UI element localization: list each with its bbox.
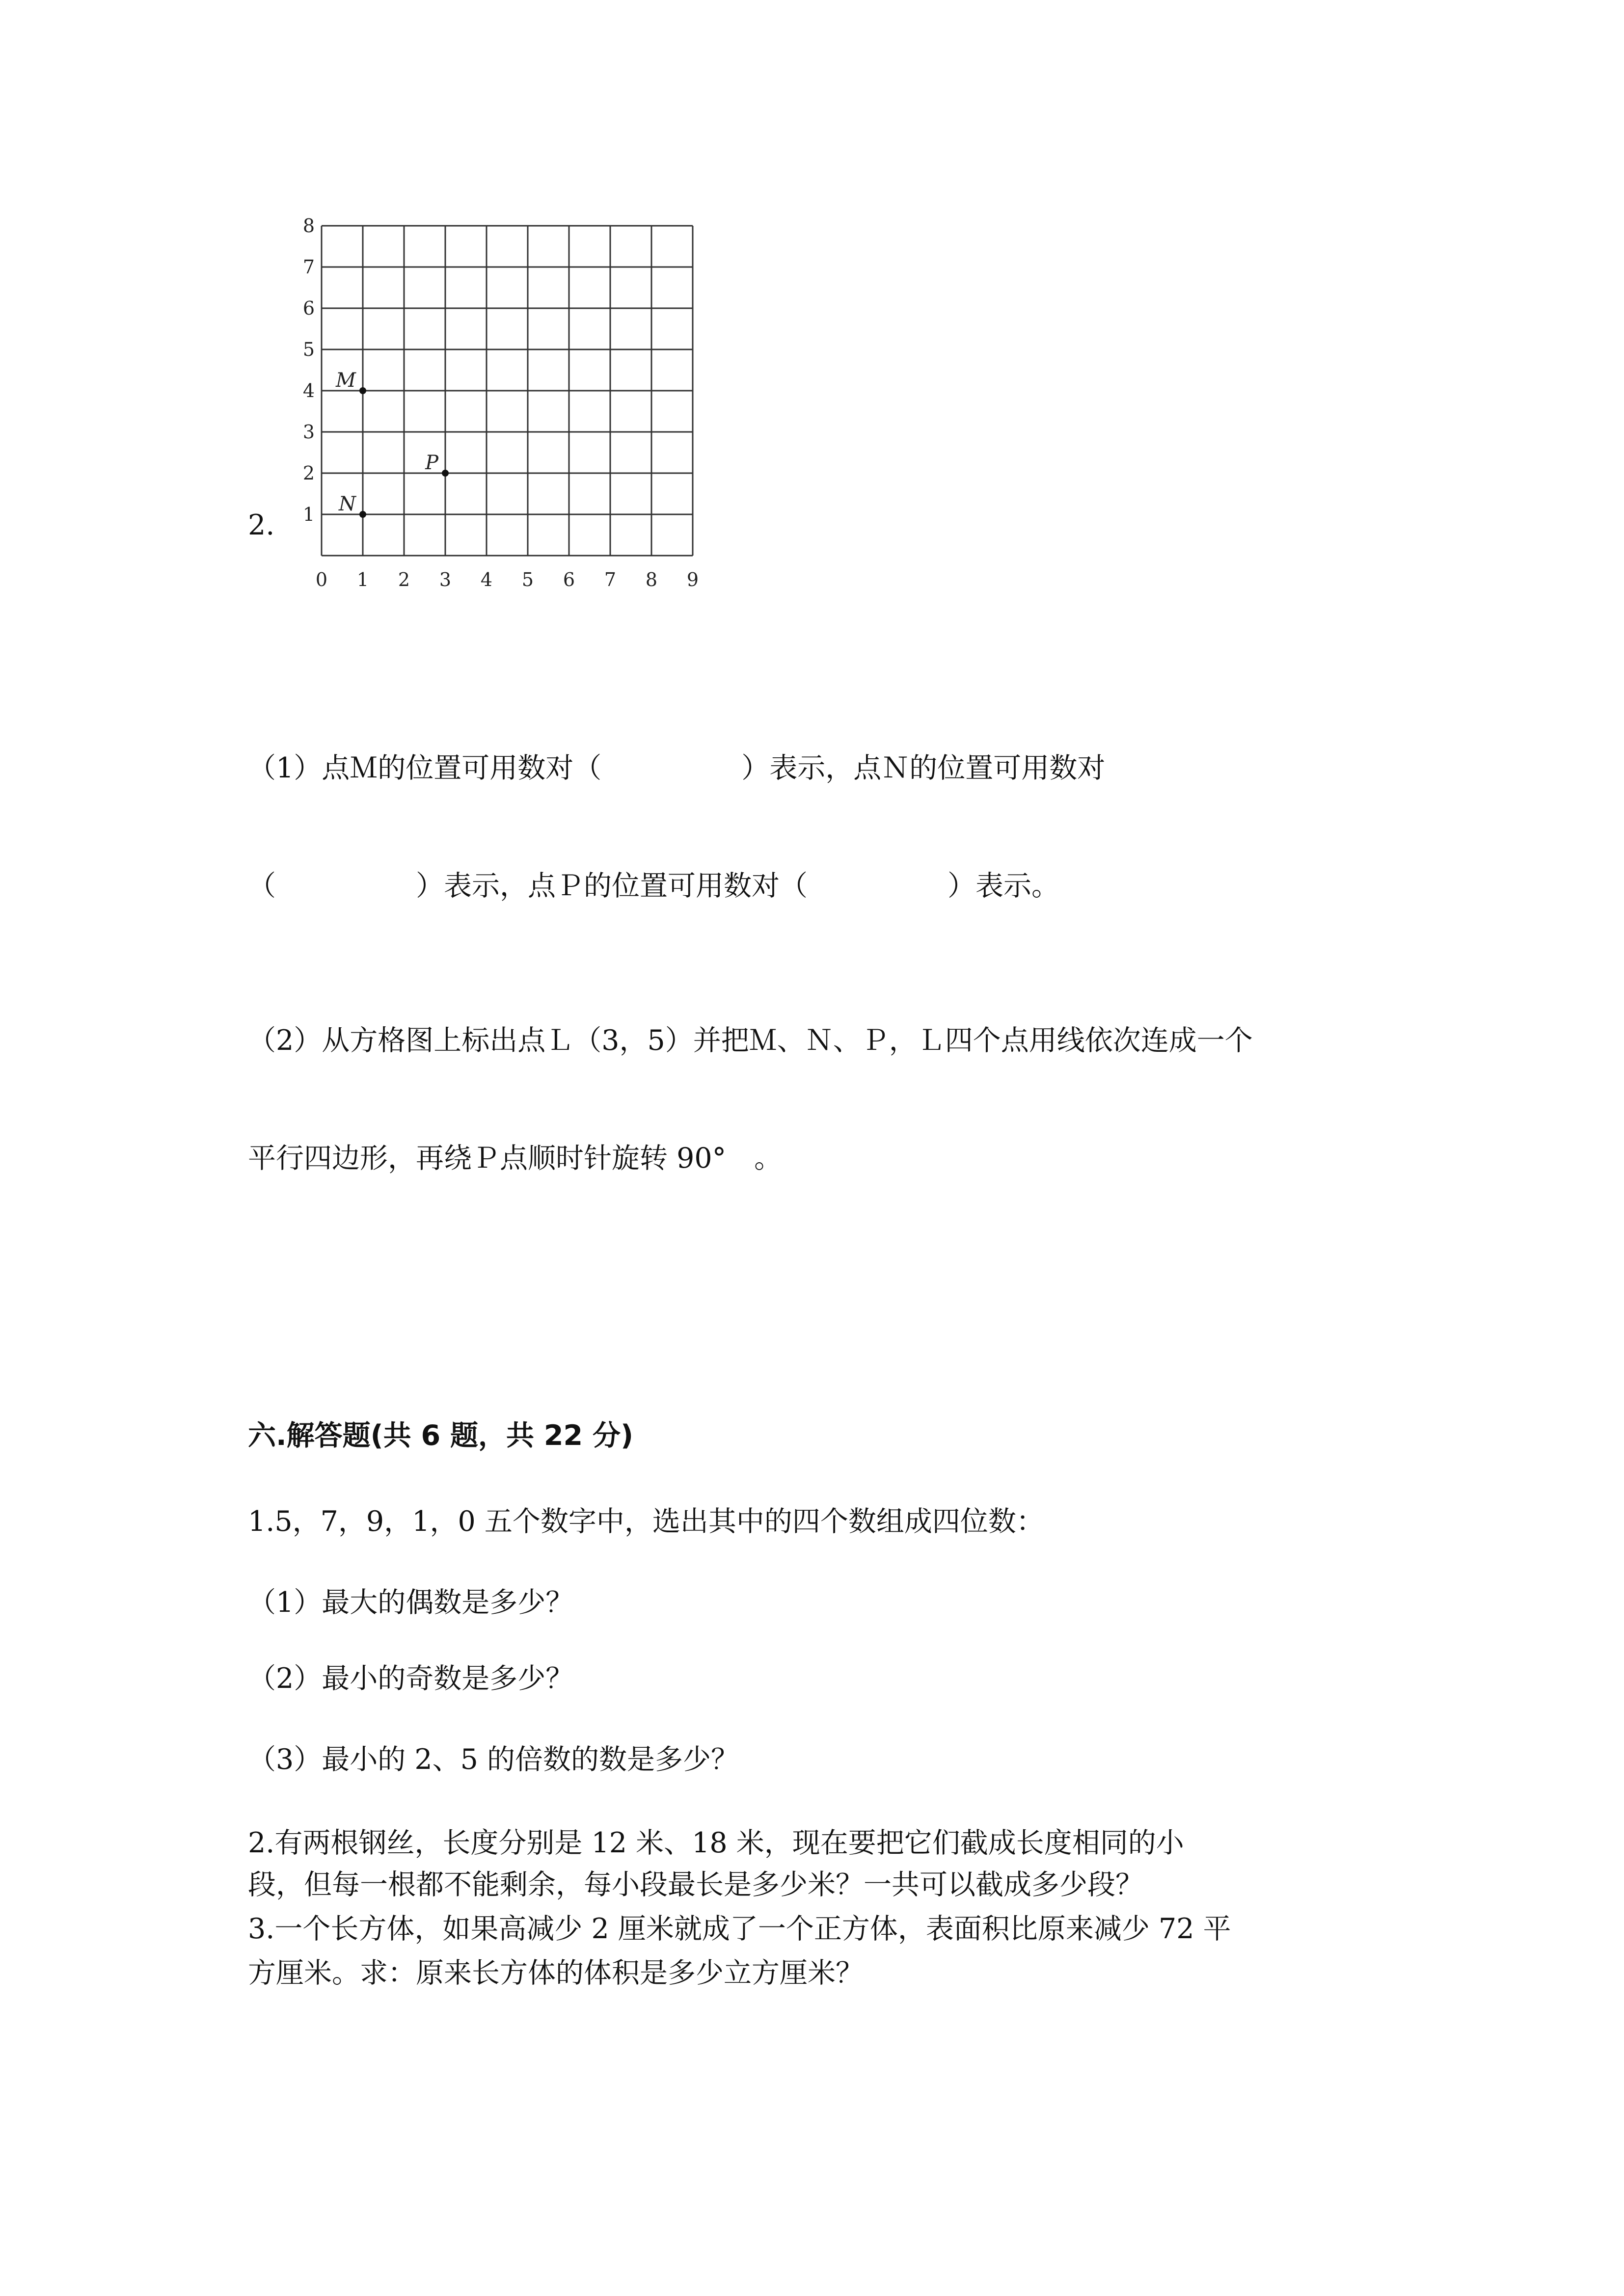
q2-part2-line1: （2）从方格图上标出点Ｌ（3，5）并把Ｍ、Ｎ、Ｐ，Ｌ四个点用线依次连成一个 — [248, 1024, 1253, 1057]
y-tick-label: 8 — [302, 215, 315, 237]
point-n — [359, 511, 366, 518]
s6-q3-line1: 3.一个长方体，如果高减少 2 厘米就成了一个正方体，表面积比原来减少 72 平 — [248, 1913, 1231, 1945]
s6-q2-line1: 2.有两根钢丝，长度分别是 12 米、18 米，现在要把它们截成长度相同的小 — [248, 1827, 1184, 1859]
s6-q1-sub3: （3）最小的 2、5 的倍数的数是多少？ — [248, 1743, 739, 1776]
point-m — [359, 387, 366, 394]
section-6-title: 六.解答题(共 6 题，共 22 分) — [248, 1419, 634, 1452]
y-tick-label: 2 — [302, 462, 315, 484]
y-tick-label: 5 — [302, 339, 315, 360]
question-2-number: 2. — [248, 509, 275, 541]
point-label-n: N — [339, 493, 356, 515]
s6-q1-sub1: （1）最大的偶数是多少？ — [248, 1586, 574, 1619]
y-tick-label: 4 — [302, 380, 315, 401]
s6-q1-sub2: （2）最小的奇数是多少？ — [248, 1662, 574, 1695]
x-tick-label: 2 — [398, 569, 410, 590]
q2-part1-line2: （ ）表示，点Ｐ的位置可用数对（ ）表示。 — [248, 870, 1059, 902]
x-tick-label: 4 — [480, 569, 493, 590]
x-tick-label: 5 — [521, 569, 534, 590]
x-tick-label: 9 — [686, 569, 699, 590]
s6-q3-line2: 方厘米。求：原来长方体的体积是多少立方厘米？ — [248, 1957, 864, 1989]
y-tick-label: 6 — [302, 297, 315, 319]
x-tick-label: 7 — [604, 569, 617, 590]
q2-part1-line1: （1）点Ｍ的位置可用数对（ ）表示，点Ｎ的位置可用数对 — [248, 752, 1106, 784]
point-label-m: M — [336, 369, 356, 392]
x-tick-label: 6 — [563, 569, 575, 590]
x-tick-label: 3 — [439, 569, 452, 590]
x-tick-label: 1 — [356, 569, 369, 590]
s6-q1-stem: 1.5，7，9，1，0 五个数字中，选出其中的四个数组成四位数： — [248, 1505, 1044, 1538]
x-tick-label: 8 — [645, 569, 658, 590]
q2-part2-line2: 平行四边形，再绕Ｐ点顺时针旋转 90° 。 — [248, 1142, 783, 1175]
x-tick-label: 0 — [315, 569, 328, 590]
y-tick-label: 1 — [302, 504, 315, 525]
y-tick-label: 7 — [302, 256, 315, 278]
coordinate-grid-figure — [295, 206, 717, 590]
y-tick-label: 3 — [302, 421, 315, 443]
point-p — [442, 470, 449, 477]
s6-q2-line2: 段，但每一根都不能剩余，每小段最长是多少米？一共可以截成多少段？ — [248, 1869, 1143, 1901]
point-label-p: P — [425, 452, 438, 474]
